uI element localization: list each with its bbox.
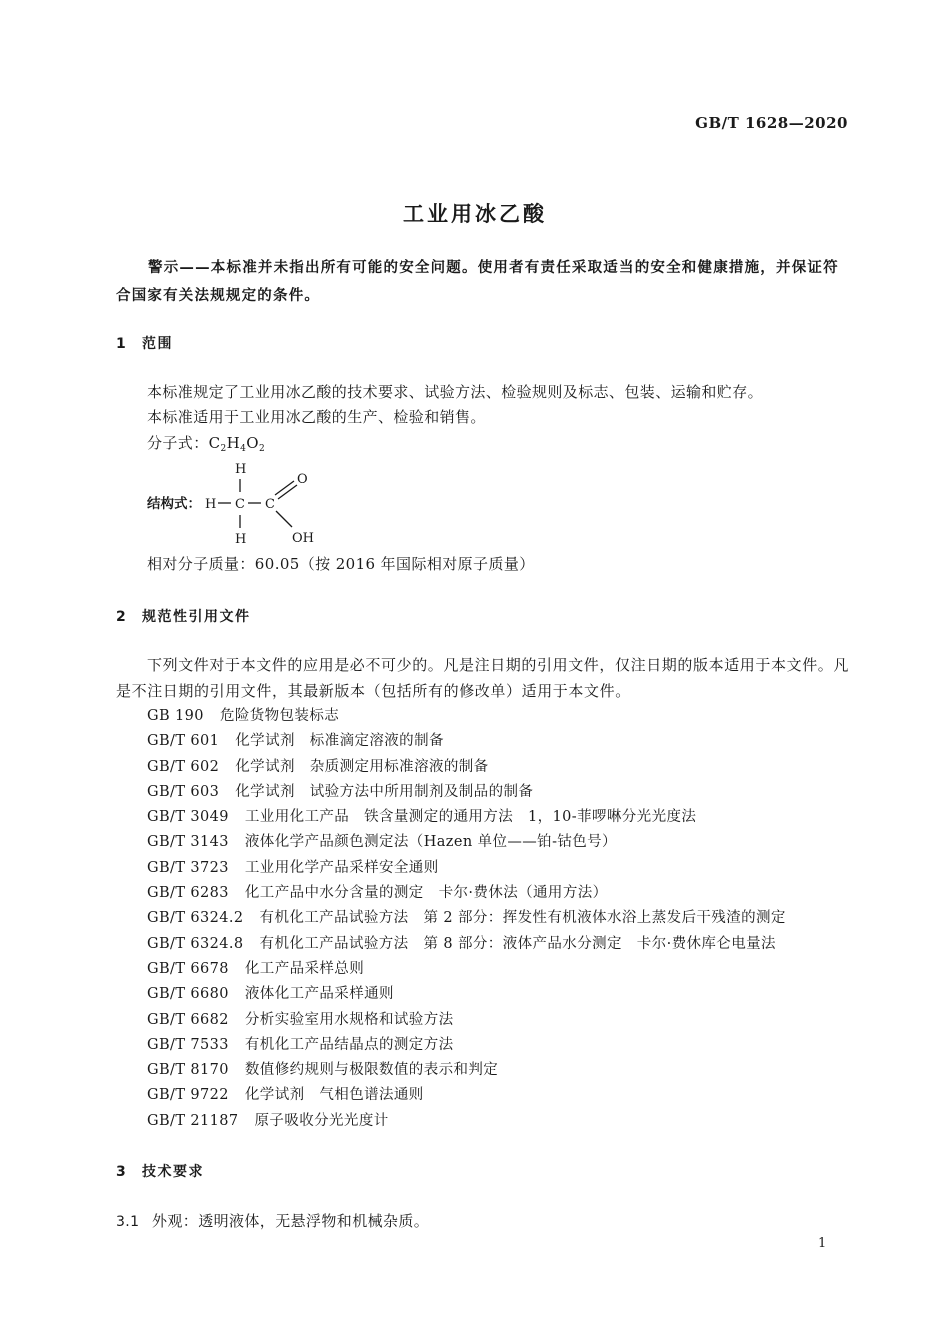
section-1-number: 1 (116, 336, 128, 352)
reference-title: 原子吸收分光光度计 (254, 1112, 389, 1129)
reference-item (147, 780, 786, 805)
reference-code: GB/T 603 (147, 783, 220, 800)
section-2-number: 2 (116, 609, 128, 625)
safety-warning: 警示——本标准并未指出所有可能的安全问题。使用者有责任采取适当的安全和健康措施，并保证符合国家有关法规规定的条件。 (116, 260, 839, 304)
reference-item (147, 830, 786, 855)
reference-title: 化工产品中水分含量的测定 卡尔·费休法（通用方法） (244, 885, 608, 902)
atom-oh: OH (292, 531, 314, 546)
reference-item (147, 805, 786, 830)
reference-code: GB/T 6324.8 (147, 935, 244, 952)
bond-c-oh (276, 511, 292, 527)
reference-code: GB/T 8170 (147, 1062, 229, 1079)
reference-title: 数值修约规则与极限数值的表示和判定 (244, 1062, 499, 1079)
reference-code: GB/T 6324.2 (147, 910, 244, 927)
formula-carbon: C (208, 434, 221, 452)
reference-item (147, 704, 786, 729)
reference-title: 工业用化学产品采样安全通则 (244, 859, 439, 876)
standard-code: GB/T 1628—2020 (695, 114, 848, 132)
reference-title: 有机化工产品试验方法 第 2 部分：挥发性有机液体水浴上蒸发后干残渣的测定 (259, 910, 786, 927)
reference-code: GB/T 3723 (147, 859, 229, 876)
atom-h-left: H (205, 497, 217, 512)
reference-item (147, 957, 786, 982)
clause-3-1 (116, 1208, 429, 1235)
structure-label: 结构式： (147, 496, 201, 512)
reference-code: GB/T 6680 (147, 986, 229, 1003)
reference-item (147, 1083, 786, 1108)
reference-item (147, 1109, 786, 1134)
atom-c1: C (235, 497, 245, 512)
molar-mass: 相对分子质量：60.05（按 2016 年国际相对原子质量） (147, 555, 535, 573)
reference-item (147, 932, 786, 957)
reference-title: 分析实验室用水规格和试验方法 (244, 1011, 454, 1028)
formula-oxygen-count: 2 (258, 444, 266, 454)
reference-code: GB/T 601 (147, 733, 220, 750)
reference-code: GB/T 3143 (147, 834, 229, 851)
reference-item (147, 982, 786, 1007)
reference-title: 化学试剂 杂质测定用标准溶液的制备 (235, 758, 489, 775)
reference-code: GB/T 6682 (147, 1011, 229, 1028)
reference-title: 液体化学产品颜色测定法（Hazen 单位——铂-钴色号） (244, 834, 617, 851)
formula-carbon-count: 2 (220, 444, 227, 454)
document-title: 工业用冰乙酸 (403, 202, 547, 226)
reference-title: 液体化工产品采样通则 (244, 986, 394, 1003)
normative-references-intro: 下列文件对于本文件的应用是必不可少的。凡是注日期的引用文件，仅注日期的版本适用于本文件。凡是不注日期的引用文件，其最新版本（包括所有的修改单）适用于本文件。 (116, 656, 850, 700)
structural-formula (145, 458, 345, 550)
reference-item (147, 729, 786, 754)
clause-3-1-number: 3.1 (116, 1214, 140, 1230)
atom-c2: C (265, 497, 275, 512)
section-3-number: 3 (116, 1164, 128, 1180)
formula-label: 分子式： (147, 434, 209, 452)
reference-code: GB/T 6283 (147, 885, 229, 902)
reference-title: 化学试剂 标准滴定溶液的制备 (235, 733, 444, 750)
reference-title: 有机化工产品试验方法 第 8 部分：液体产品水分测定 卡尔·费休库仑电量法 (259, 935, 776, 952)
reference-title: 危险货物包装标志 (219, 708, 340, 724)
page-number: 1 (818, 1236, 827, 1251)
clause-3-1-text: 外观：透明液体，无悬浮物和机械杂质。 (152, 1212, 430, 1230)
reference-code: GB/T 21187 (147, 1112, 239, 1129)
reference-title: 工业用化工产品 铁含量测定的通用方法 1，10-菲啰啉分光光度法 (244, 809, 697, 826)
atom-h-bottom: H (235, 532, 247, 547)
reference-title: 有机化工产品结晶点的测定方法 (244, 1036, 454, 1053)
reference-code: GB 190 (147, 708, 204, 724)
reference-item (147, 856, 786, 881)
atom-h-top: H (235, 462, 247, 477)
section-2-heading (116, 606, 251, 626)
section-1-heading (116, 333, 173, 353)
formula-oxygen: O (246, 434, 259, 452)
scope-paragraph-1: 本标准规定了工业用冰乙酸的技术要求、试验方法、检验规则及标志、包装、运输和贮存。 (147, 383, 764, 401)
section-3-title: 技术要求 (142, 1164, 204, 1180)
atom-o: O (297, 472, 308, 487)
reference-code: GB/T 3049 (147, 809, 229, 826)
bond-c-o-double-1 (275, 481, 294, 495)
reference-code: GB/T 7533 (147, 1036, 229, 1053)
reference-title: 化学试剂 气相色谱法通则 (244, 1087, 424, 1104)
reference-title: 化学试剂 试验方法中所用制剂及制品的制备 (235, 783, 534, 800)
reference-code: GB/T 9722 (147, 1087, 229, 1104)
reference-item (147, 1033, 786, 1058)
reference-code: GB/T 6678 (147, 960, 229, 977)
reference-title: 化工产品采样总则 (244, 960, 365, 977)
formula-hydrogen-count: 4 (240, 444, 247, 454)
bond-c-o-double-2 (278, 485, 297, 499)
reference-item (147, 906, 786, 931)
formula-hydrogen: H (226, 434, 241, 452)
section-3-heading (116, 1161, 204, 1181)
section-2-title: 规范性引用文件 (142, 609, 251, 625)
section-1-title: 范围 (142, 336, 173, 352)
reference-item (147, 755, 786, 780)
reference-item (147, 1008, 786, 1033)
reference-item (147, 881, 786, 906)
scope-paragraph-2: 本标准适用于工业用冰乙酸的生产、检验和销售。 (147, 408, 486, 426)
reference-list (147, 704, 786, 1134)
reference-item (147, 1058, 786, 1083)
reference-code: GB/T 602 (147, 758, 220, 775)
